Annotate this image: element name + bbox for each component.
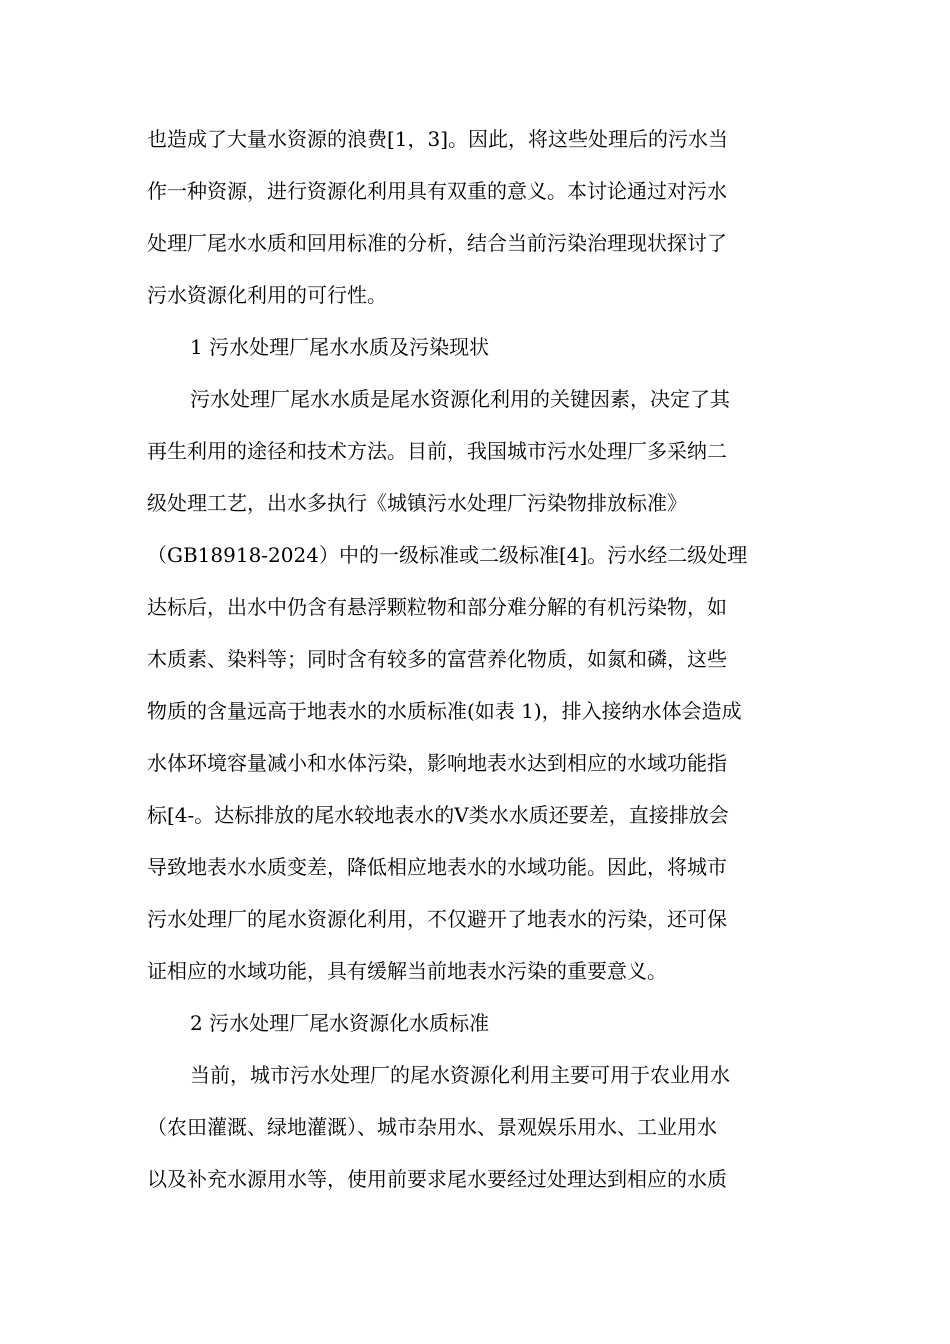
text-line: 标[4-。达标排放的尾水较地表水的Ⅴ类水水质还要差，直接排放会 <box>147 803 729 827</box>
text-line: 以及补充水源用水等，使用前要求尾水要经过处理达到相应的水质 <box>147 1167 727 1191</box>
text-line: 污水处理厂的尾水资源化利用，不仅避开了地表水的污染，还可保 <box>147 907 727 931</box>
text-line: 导致地表水水质变差，降低相应地表水的水域功能。因此，将城市 <box>147 855 727 879</box>
document-body <box>147 113 807 1205</box>
text-line: 级处理工艺，出水多执行《城镇污水处理厂污染物排放标准》 <box>147 491 687 515</box>
text-line: 污水资源化利用的可行性。 <box>147 283 387 307</box>
text-line: 也造成了大量水资源的浪费[1，3]。因此，将这些处理后的污水当 <box>147 127 729 151</box>
text-line: 处理厂尾水水质和回用标准的分析，结合当前污染治理现状探讨了 <box>147 231 727 255</box>
text-line: 达标后，出水中仍含有悬浮颗粒物和部分难分解的有机污染物，如 <box>147 595 727 619</box>
text-line: 证相应的水域功能，具有缓解当前地表水污染的重要意义。 <box>147 959 667 983</box>
paragraph-intro <box>147 113 807 321</box>
text-line: 物质的含量远高于地表水的水质标准(如表 1)，排入接纳水体会造成 <box>147 699 742 723</box>
text-line: （农田灌溉、绿地灌溉）、城市杂用水、景观娱乐用水、工业用水 <box>147 1115 717 1139</box>
text-line: 水体环境容量减小和水体污染，影响地表水达到相应的水域功能指 <box>147 751 727 775</box>
text-line: （GB18918-2024）中的一级标准或二级标准[4]。污水经二级处理 <box>147 543 748 567</box>
text-line: 污水处理厂尾水水质是尾水资源化利用的关键因素，决定了其 <box>190 387 730 411</box>
paragraph-section-2 <box>147 1049 807 1205</box>
section-heading-1: 1 污水处理厂尾水水质及污染现状 <box>190 335 490 359</box>
text-line: 再生利用的途径和技术方法。目前，我国城市污水处理厂多采纳二 <box>147 439 727 463</box>
text-line: 木质素、染料等；同时含有较多的富营养化物质，如氮和磷，这些 <box>147 647 727 671</box>
paragraph-section-1 <box>147 373 807 997</box>
text-line: 作一种资源，进行资源化利用具有双重的意义。本讨论通过对污水 <box>147 179 727 203</box>
section-heading-2: 2 污水处理厂尾水资源化水质标准 <box>190 1011 490 1035</box>
text-line: 当前，城市污水处理厂的尾水资源化利用主要可用于农业用水 <box>190 1063 730 1087</box>
